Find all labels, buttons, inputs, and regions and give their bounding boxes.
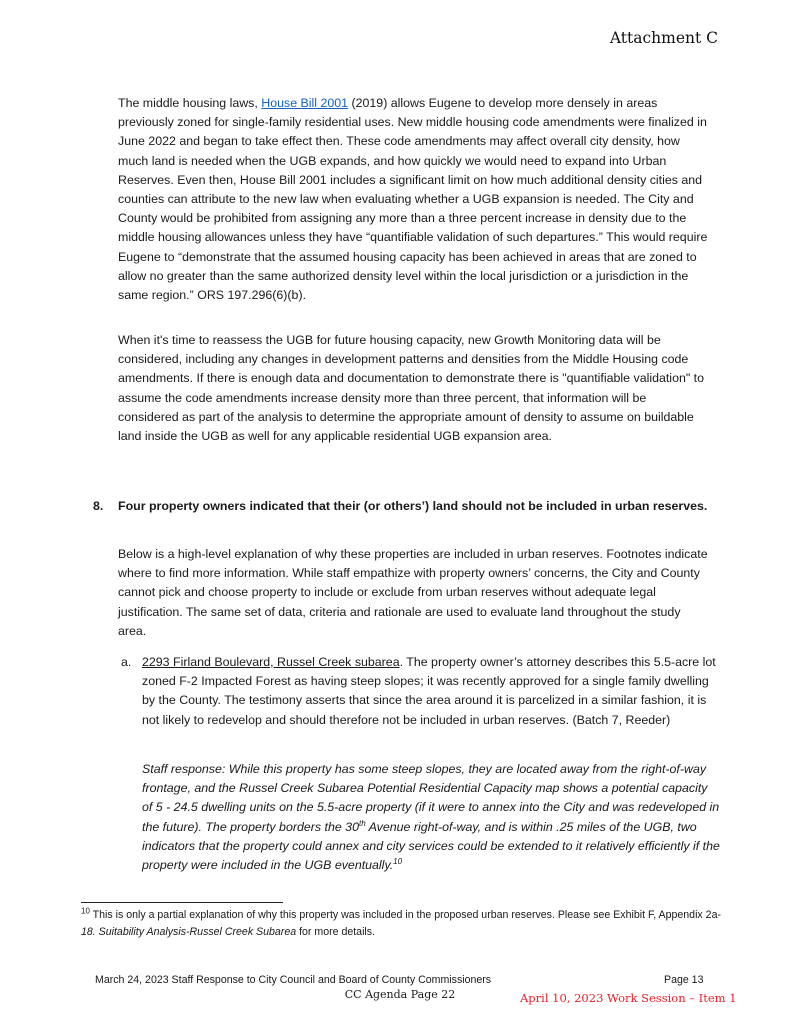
footer-page-number: Page 13 [664, 974, 704, 986]
footnote-10 [81, 907, 721, 941]
paragraph-text: (2019) allows Eugene to develop more densely in areas previously zoned for single-family residential uses. New middle housing code amendments were finalized in June 2022 and began to take effect then. These code amendments may affect overall city density, how much land is needed when the UGB expands, and how quickly we would need to expand into Urban Reserves. Even then, House Bill 2001 includes a significant limit on how much additional density cities and counties can attribute to the new law when evaluating whether a UGB expansion is needed. The City and County would be prohibited from assigning any more than a three percent increase in density due to the middle housing allowances unless they have “quantifiable validation of such departures.” This would require Eugene to “demonstrate that the assumed housing capacity has been achieved in areas that are zoned to allow no greater than the same authorized density level within the local jurisdiction or a jurisdiction in the same region.” ORS 197.296(6)(b). [118, 96, 708, 303]
paragraph-text: The middle housing laws, [118, 96, 262, 110]
property-address: 2293 Firland Boulevard, Russel Creek subarea [142, 655, 400, 669]
paragraph-house-bill [118, 94, 710, 305]
section-heading-text: Four property owners indicated that their (or others’) land should not be included in urban reserves. [118, 499, 708, 513]
footnote-number: 10 [81, 906, 90, 916]
footnote-text: for more details. [296, 926, 376, 938]
ordinal-suffix: th [358, 818, 366, 828]
paragraph-reassess-ugb: When it's time to reassess the UGB for future housing capacity, new Growth Monitoring data will be considered, including any changes in development patterns and densities from the Middle Housing code amendments. If there is enough data and documentation to demonstrate there is "quantifiable validation" to assume the code amendments increase density more than three percent, that information will be considered as part of the analysis to determine the appropriate amount of density to assume on buildable land inside the UGB as well for any applicable residential UGB expansion area. [118, 333, 705, 444]
work-session-stamp: April 10, 2023 Work Session – Item 1 [520, 991, 737, 1005]
section-8-intro: Below is a high-level explanation of why these properties are included in urban reserves. Footnotes indicate where to find more information. While staff empathize with property owners’ concerns, the City and County cannot pick and choose property to include or exclude from urban reserves without adequate legal justification. The same set of data, criteria and rationale are used to evaluate land throughout the study area. [118, 547, 708, 638]
footnote-text: This is only a partial explanation of why this property was included in the proposed urban reserves. Please see Exhibit F, Appendix 2a- [89, 909, 721, 921]
staff-response-text: Staff response: While this property has some steep slopes, they are located away from the right-of-way frontage, and the Russel Creek Subarea Potential Residential Capacity map shows a potential capacity of 5 - 24.5 dwelling units on the 5.5-acre property (if it were to annex into the City and was redeveloped in the future). The property borders the 30 [142, 762, 720, 834]
house-bill-2001-link[interactable]: House Bill 2001 [261, 96, 349, 110]
list-marker: a. [121, 655, 132, 669]
footnote-divider [81, 902, 283, 903]
footer-agenda-page: CC Agenda Page 22 [344, 988, 456, 1001]
footnote-document-title: 18. Suitability Analysis-Russel Creek Subarea [81, 926, 297, 938]
footnote-reference[interactable]: 10 [393, 856, 403, 866]
section-number: 8. [93, 499, 104, 513]
item-description-text: . The property owner’s attorney describes this 5.5-acre lot zoned F-2 Impacted Forest as having steep slopes; it was recently approved for a single family dwelling by the County. The testimony asserts that since the area around it is parcelized in a similar fashion, it is not likely to redevelop and should therefore not be included in urban reserves. (Batch 7, Reeder) [142, 655, 716, 727]
staff-response-text: Avenue right-of-way, and is within .25 miles of the UGB, two indicators that the property could annex and city services could be extended to it relatively efficiently if the property were included in the UGB eventually. [142, 819, 720, 873]
item-description [142, 653, 720, 730]
footer-document-title: March 24, 2023 Staff Response to City Council and Board of County Commissioners [95, 974, 492, 986]
staff-response [142, 760, 720, 875]
attachment-label: Attachment C [609, 29, 718, 47]
